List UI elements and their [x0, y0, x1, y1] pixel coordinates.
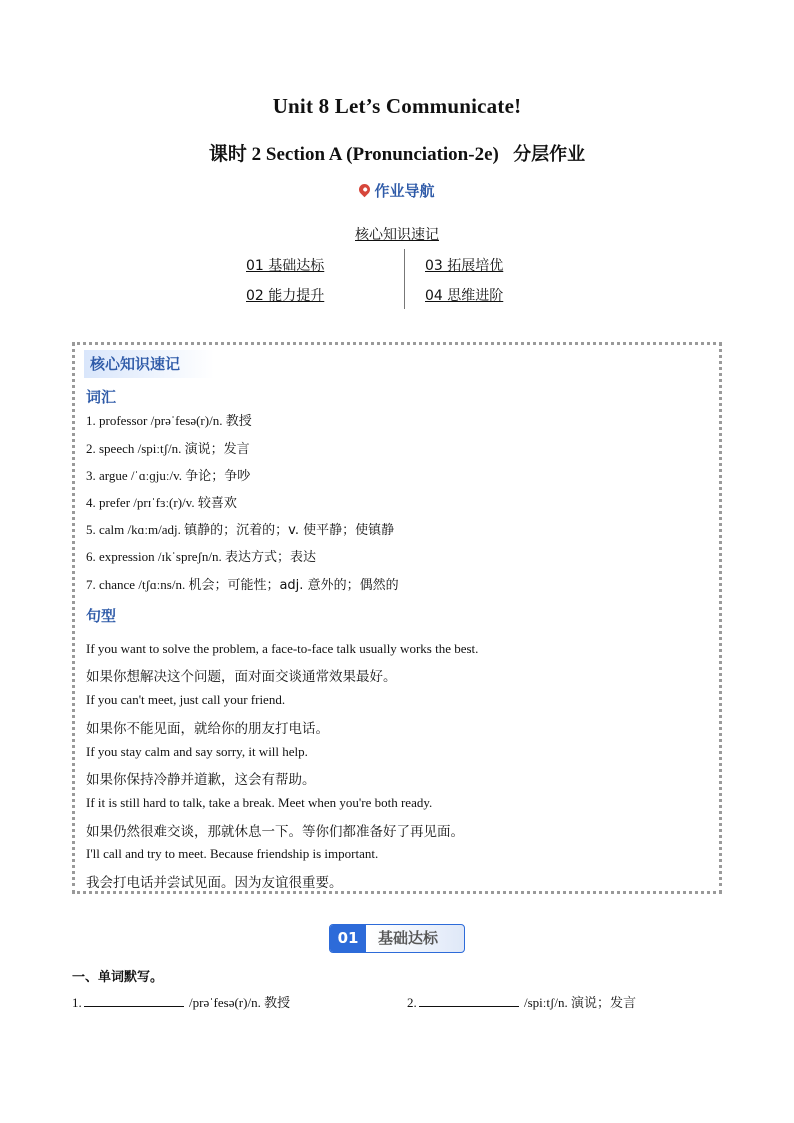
- sentence-zh: 如果你不能见面，就给你的朋友打电话。: [86, 721, 329, 737]
- exercise-item: 1. /prəˈfesə(r)/n. 教授: [72, 995, 291, 1011]
- sentence-en: If you want to solve the problem, a face-to-face talk usually works the best.: [86, 641, 479, 656]
- vocab-item: 4. prefer /prɪˈfɜː(r)/v. 较喜欢: [86, 495, 237, 511]
- section-badge-01: [329, 924, 465, 953]
- exercise-heading: 一、单词默写。: [72, 970, 164, 985]
- vocab-item: 3. argue /ˈɑːɡjuː/v. 争论；争吵: [86, 468, 251, 484]
- sentence-en: I'll call and try to meet. Because friendship is important.: [86, 846, 379, 861]
- nav-link-04[interactable]: 04 思维进阶: [425, 288, 504, 304]
- sentence-en: If you stay calm and say sorry, it will help.: [86, 744, 308, 759]
- vocab-item: 5. calm /kɑːm/adj. 镇静的；沉着的；v. 使平静；使镇静: [86, 522, 395, 538]
- homework-nav-heading: [0, 180, 794, 201]
- nav-link-03[interactable]: 03 拓展培优: [425, 258, 504, 274]
- location-pin-icon: [357, 182, 373, 198]
- answer-blank[interactable]: [84, 994, 184, 1007]
- subtitle-prefix: 课时 2 Section A (Pronunciation-2e): [208, 144, 499, 165]
- sentence-en: If it is still hard to talk, take a break. Meet when you're both ready.: [86, 795, 433, 810]
- sentence-label: 句型: [86, 607, 117, 625]
- section-badge-label: 基础达标: [378, 929, 439, 947]
- vocab-item: 1. professor /prəˈfesə(r)/n. 教授: [86, 413, 252, 429]
- nav-link-core-knowledge[interactable]: 核心知识速记: [355, 227, 439, 243]
- sentence-zh: 如果仍然很难交谈，那就休息一下。等你们都准备好了再见面。: [86, 824, 464, 840]
- vocab-item: 2. speech /spiːtʃ/n. 演说；发言: [86, 441, 250, 457]
- nav-link-01[interactable]: 01 基础达标: [246, 258, 325, 274]
- sentence-en: If you can't meet, just call your friend.: [86, 692, 286, 707]
- nav-heading-text: 作业导航: [374, 182, 435, 200]
- vocab-label: 词汇: [86, 388, 117, 406]
- page-title: Unit 8 Let’s Communicate!: [272, 94, 522, 118]
- answer-blank[interactable]: [419, 994, 519, 1007]
- core-knowledge-heading: 核心知识速记: [84, 350, 214, 378]
- nav-link-02[interactable]: 02 能力提升: [246, 288, 325, 304]
- vocab-item: 6. expression /ɪkˈspreʃn/n. 表达方式；表达: [86, 549, 317, 565]
- section-badge-number: 01: [330, 925, 366, 952]
- sentence-zh: 如果你想解决这个问题，面对面交谈通常效果最好。: [86, 669, 397, 685]
- exercise-item: 2. /spiːtʃ/n. 演说；发言: [407, 995, 636, 1011]
- sentence-zh: 我会打电话并尝试见面。因为友谊很重要。: [86, 875, 343, 891]
- sentence-zh: 如果你保持冷静并道歉，这会有帮助。: [86, 772, 316, 788]
- subtitle-suffix: 分层作业: [513, 144, 586, 165]
- page-subtitle: [0, 139, 794, 166]
- vocab-item: 7. chance /tʃɑːns/n. 机会；可能性；adj. 意外的；偶然的: [86, 577, 399, 593]
- nav-divider: [404, 249, 405, 309]
